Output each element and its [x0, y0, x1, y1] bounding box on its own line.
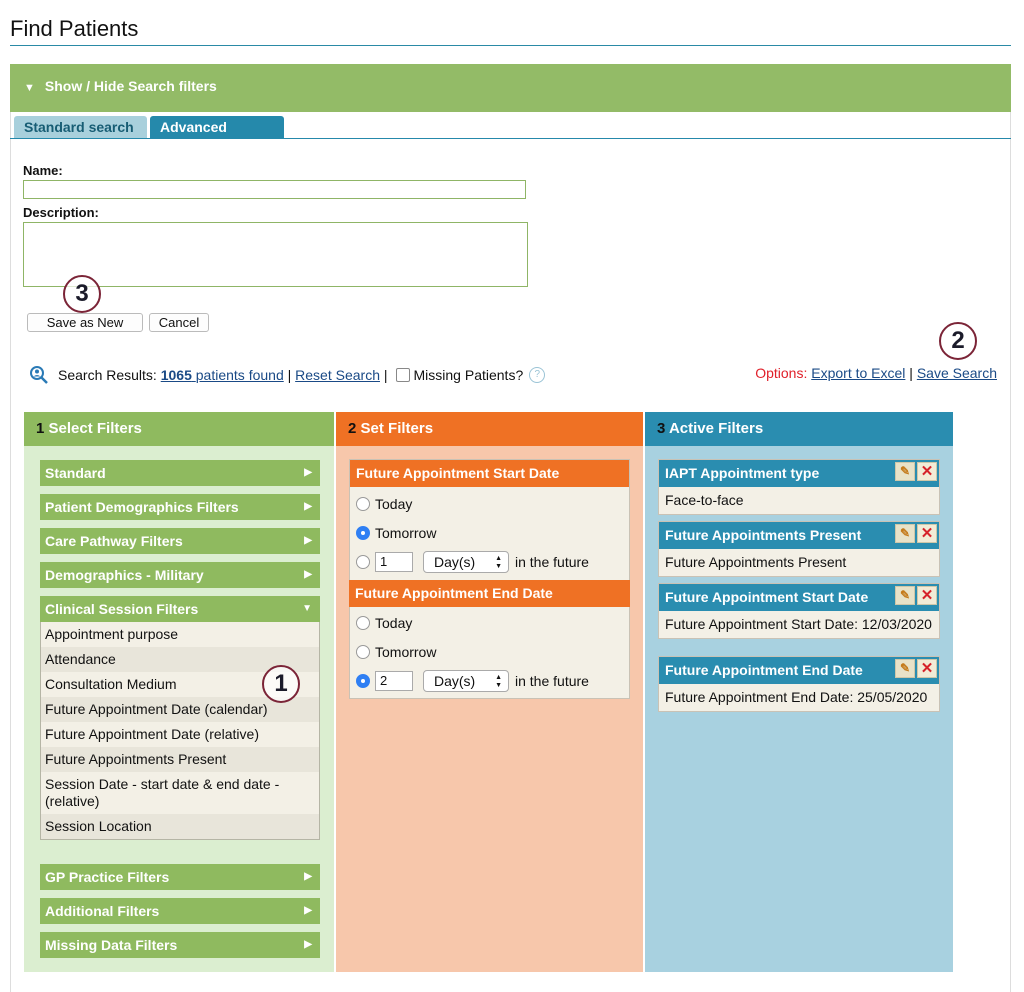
callout-3: 3: [63, 275, 101, 313]
active-filter-value: Future Appointment Start Date: 12/03/2020: [665, 616, 932, 632]
edit-icon[interactable]: ✎: [895, 524, 915, 543]
triangle-right-icon: ▶: [304, 501, 312, 512]
filter-item-session-location[interactable]: Session Location: [41, 814, 319, 839]
active-filters-header: [645, 412, 953, 446]
save-search-link[interactable]: Save Search: [916, 365, 997, 381]
clinical-session-filter-list: [40, 622, 320, 840]
start-today-label: Today: [375, 496, 413, 512]
tab-advanced-search[interactable]: Advanced search: [150, 116, 284, 139]
name-label: Name:: [23, 163, 63, 178]
updown-arrow-icon: ▲ ▼: [495, 555, 502, 570]
end-tomorrow-radio[interactable]: [356, 645, 370, 659]
tab-standard-search[interactable]: Standard search: [14, 116, 147, 139]
start-today-radio[interactable]: [356, 497, 370, 511]
options-label: Options:: [755, 365, 808, 381]
cancel-button[interactable]: Cancel: [149, 313, 209, 332]
end-unit-value: Day(s): [434, 673, 476, 689]
end-today-radio[interactable]: [356, 616, 370, 630]
active-filter-title: [659, 460, 939, 487]
active-filters-num: 3: [657, 420, 666, 437]
description-textarea[interactable]: [23, 222, 528, 287]
triangle-right-icon: ▶: [304, 939, 312, 950]
triangle-right-icon: ▶: [304, 905, 312, 916]
end-custom-radio[interactable]: [356, 674, 370, 688]
results-found-text: patients found: [195, 367, 284, 383]
filter-group-clinical-session[interactable]: [40, 596, 320, 622]
page-title: Find Patients: [10, 16, 139, 41]
active-filter-title-text: IAPT Appointment type: [665, 465, 820, 481]
missing-patients-label: Missing Patients?: [413, 367, 524, 383]
start-tomorrow-label: Tomorrow: [375, 525, 437, 541]
callout-2: 2: [939, 322, 977, 360]
start-tomorrow-option[interactable]: [356, 525, 436, 541]
end-custom-option[interactable]: [356, 670, 589, 692]
save-as-new-button[interactable]: Save as New: [27, 313, 143, 332]
delete-icon[interactable]: ✕: [917, 659, 937, 678]
active-filter-title-text: Future Appointments Present: [665, 527, 862, 543]
description-label: Description:: [23, 205, 99, 220]
end-tomorrow-option[interactable]: [356, 644, 436, 660]
edit-icon[interactable]: ✎: [895, 659, 915, 678]
start-unit-value: Day(s): [434, 554, 476, 570]
reset-search-link[interactable]: Reset Search: [295, 367, 380, 383]
start-tomorrow-radio[interactable]: [356, 526, 370, 540]
updown-arrow-icon: ▲ ▼: [495, 674, 502, 689]
filter-group-label: Standard: [45, 465, 106, 481]
start-unit-select[interactable]: [423, 551, 509, 573]
end-unit-select[interactable]: [423, 670, 509, 692]
start-today-option[interactable]: [356, 496, 412, 512]
end-today-label: Today: [375, 615, 413, 631]
edit-icon[interactable]: ✎: [895, 462, 915, 481]
set-filters-header: [336, 412, 643, 446]
end-tomorrow-label: Tomorrow: [375, 644, 437, 660]
results-separator: |: [287, 367, 292, 383]
filter-group-gp-practice[interactable]: [40, 864, 320, 890]
triangle-right-icon: ▶: [304, 871, 312, 882]
active-filter-end-date: [658, 656, 940, 712]
patient-search-icon: [28, 364, 50, 386]
end-days-input[interactable]: 2: [375, 671, 413, 691]
active-filter-title: [659, 657, 939, 684]
filters-toggle-label: Show / Hide Search filters: [44, 78, 217, 94]
filter-item-future-appointment-calendar[interactable]: Future Appointment Date (calendar): [41, 697, 319, 722]
callout-1: 1: [262, 665, 300, 703]
triangle-right-icon: ▶: [304, 467, 312, 478]
active-filter-appointments-present: [658, 521, 940, 577]
set-filters-title: Set Filters: [360, 420, 434, 437]
filter-item-session-date[interactable]: Session Date - start date & end date - (relative): [41, 772, 319, 814]
delete-icon[interactable]: ✕: [917, 586, 937, 605]
results-separator-2: |: [383, 367, 388, 383]
export-to-excel-link[interactable]: Export to Excel: [811, 365, 906, 381]
filter-item-attendance[interactable]: Attendance: [41, 647, 319, 672]
search-results-bar: [28, 364, 545, 386]
delete-icon[interactable]: ✕: [917, 462, 937, 481]
triangle-down-icon: ▼: [302, 603, 312, 614]
active-filter-title-text: Future Appointment End Date: [665, 662, 863, 678]
set-filter-box: [349, 459, 630, 699]
start-date-filter-title: Future Appointment Start Date: [350, 460, 629, 487]
help-icon[interactable]: ?: [529, 367, 545, 383]
filter-item-appointment-purpose[interactable]: Appointment purpose: [41, 622, 319, 647]
active-filter-appointment-type: [658, 459, 940, 515]
filter-group-patient-demographics[interactable]: [40, 494, 320, 520]
active-filter-title-text: Future Appointment Start Date: [665, 589, 869, 605]
filter-group-label: Additional Filters: [45, 903, 160, 919]
start-custom-radio[interactable]: [356, 555, 370, 569]
missing-patients-checkbox[interactable]: [396, 368, 410, 382]
filter-group-label: GP Practice Filters: [45, 869, 170, 885]
active-filter-title: [659, 522, 939, 549]
active-filter-value: Future Appointments Present: [665, 554, 847, 570]
filter-group-standard[interactable]: [40, 460, 320, 486]
select-filters-num: 1: [36, 420, 45, 437]
triangle-right-icon: ▶: [304, 535, 312, 546]
triangle-right-icon: ▶: [304, 569, 312, 580]
filter-group-label: Missing Data Filters: [45, 937, 178, 953]
name-input[interactable]: [23, 180, 526, 199]
select-filters-header: [24, 412, 334, 446]
tab-divider: [10, 138, 1011, 139]
active-filter-start-date: [658, 583, 940, 639]
end-today-option[interactable]: [356, 615, 412, 631]
results-count-link[interactable]: [161, 367, 284, 383]
delete-icon[interactable]: ✕: [917, 524, 937, 543]
set-filters-num: 2: [348, 420, 357, 437]
filter-group-label: Care Pathway Filters: [45, 533, 183, 549]
filters-toggle[interactable]: [10, 64, 1011, 112]
options-bar: [755, 365, 997, 381]
filter-group-care-pathway[interactable]: [40, 528, 320, 554]
filter-group-label: Demographics - Military: [45, 567, 204, 583]
results-prefix: Search Results:: [58, 367, 157, 383]
filter-item-future-appointment-relative[interactable]: Future Appointment Date (relative): [41, 722, 319, 747]
end-suffix: in the future: [515, 673, 589, 689]
end-date-filter-title: Future Appointment End Date: [349, 580, 630, 607]
active-filter-title: [659, 584, 939, 611]
triangle-down-icon: ▼: [24, 82, 35, 94]
filter-group-label: Patient Demographics Filters: [45, 499, 239, 515]
select-filters-title: Select Filters: [48, 420, 142, 437]
title-divider: [10, 45, 1011, 46]
filter-item-future-appointments-present[interactable]: Future Appointments Present: [41, 747, 319, 772]
start-suffix: in the future: [515, 554, 589, 570]
filter-item-consultation-medium[interactable]: Consultation Medium: [41, 672, 319, 697]
start-days-input[interactable]: 1: [375, 552, 413, 572]
active-filters-title: Active Filters: [668, 420, 764, 437]
filter-group-additional[interactable]: [40, 898, 320, 924]
filter-group-demographics-military[interactable]: [40, 562, 320, 588]
edit-icon[interactable]: ✎: [895, 586, 915, 605]
filter-group-label: Clinical Session Filters: [45, 601, 199, 617]
options-separator: |: [909, 365, 913, 381]
results-count: 1065: [160, 367, 192, 383]
start-custom-option[interactable]: [356, 551, 589, 573]
filter-group-missing-data[interactable]: [40, 932, 320, 958]
active-filter-value: Face-to-face: [665, 492, 744, 508]
active-filter-value: Future Appointment End Date: 25/05/2020: [665, 689, 928, 705]
